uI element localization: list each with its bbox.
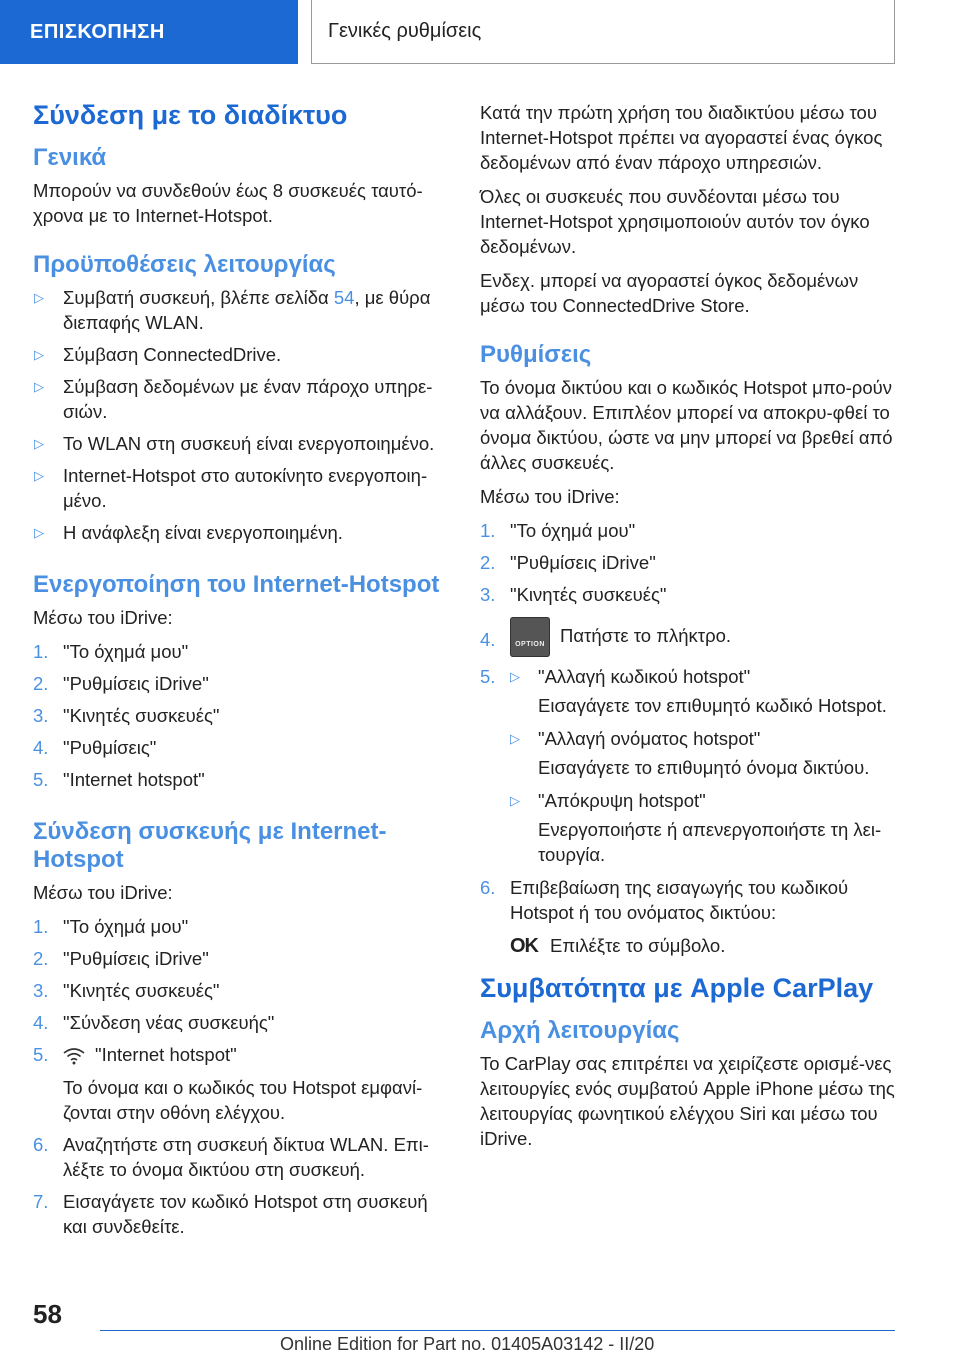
- heading-activate-hotspot: Ενεργοποίηση του Internet-Hotspot: [33, 571, 440, 598]
- page-number: 58: [33, 1299, 62, 1329]
- heading-principle: Αρχή λειτουργίας: [480, 1017, 680, 1044]
- ok-line: OK Επιλέξτε το σύμβολο.: [510, 935, 726, 957]
- list-item: 5. "Internet hotspot" Το όνομα και ο κωδικός του Hotspot εμφανί-ζονται στην οθόνη ελέγχου.: [33, 1042, 453, 1125]
- list-item: 1. "Το όχημά μου": [33, 641, 189, 662]
- sub-item: ▷ "Αλλαγή κωδικού hotspot": [510, 666, 751, 687]
- list-item: 2. "Ρυθμίσεις iDrive": [480, 552, 656, 573]
- heading-connect-device: Σύνδεση συσκευής με Internet-Hotspot: [33, 818, 387, 873]
- paragraph: Όλες οι συσκευές που συνδέονται μέσω του Internet-Hotspot χρησιμοποιούν αυτόν τον όγκο δεδομένων.: [480, 186, 870, 257]
- triangle-bullet-icon: ▷: [510, 669, 520, 684]
- sub-desc: Εισαγάγετε τον επιθυμητό κωδικό Hotspot.: [538, 695, 887, 716]
- section-title: ΕΠΙΣΚΟΠΗΣΗ: [30, 20, 165, 43]
- list-item: 1. "Το όχημά μου": [33, 916, 189, 937]
- paragraph: Κατά την πρώτη χρήση του διαδικτύου μέσω του Internet-Hotspot πρέπει να αγοραστεί ένας όγκος δεδομένων από έναν πάροχο υπηρεσιών.: [480, 102, 883, 173]
- triangle-bullet-icon: ▷: [34, 290, 44, 305]
- sub-item: ▷ "Απόκρυψη hotspot": [510, 790, 706, 811]
- heading-requirements: Προϋποθέσεις λειτουργίας: [33, 251, 336, 278]
- triangle-bullet-icon: ▷: [34, 436, 44, 451]
- list-item: ▷ Σύμβαση δεδομένων με έναν πάροχο υπηρε-σιών.: [34, 376, 433, 422]
- list-item: 4. "Σύνδεση νέας συσκευής": [33, 1012, 275, 1033]
- triangle-bullet-icon: ▷: [34, 468, 44, 483]
- list-item: 4. "Ρυθμίσεις": [33, 737, 157, 758]
- list-item: 5. "Internet hotspot": [33, 769, 205, 790]
- triangle-bullet-icon: ▷: [510, 731, 520, 746]
- option-button-icon: OPTION: [510, 617, 550, 657]
- chapter-tab[interactable]: [311, 0, 895, 64]
- paragraph: Ενδεχ. μπορεί να αγοραστεί όγκος δεδομένων μέσω του ConnectedDrive Store.: [480, 270, 859, 316]
- list-item: 5. ▷ "Αλλαγή κωδικού hotspot" Εισαγάγετε τον επιθυμητό κωδικό Hotspot. ▷ "Αλλαγή ονόματος hotspot" Εισαγάγετε το επιθυμητό όνομα δικτύου. ▷ "Απόκρυψη hotspot" Ενεργοποιήστε ή απενεργοποιήστε τη λει-τουργία.: [480, 664, 900, 867]
- connect-intro: Μέσω του iDrive:: [33, 882, 173, 903]
- list-item: 4. OPTION Πατήστε το πλήκτρο.: [480, 617, 900, 657]
- sub-desc: Ενεργοποιήστε ή απενεργοποιήστε τη λει-τουργία.: [538, 819, 882, 865]
- activate-steps: [33, 639, 453, 792]
- sub-item: ▷ "Αλλαγή ονόματος hotspot": [510, 728, 761, 749]
- page-link[interactable]: 54: [333, 287, 355, 308]
- triangle-bullet-icon: ▷: [34, 347, 44, 362]
- heading-general: Γενικά: [33, 144, 107, 171]
- triangle-bullet-icon: ▷: [34, 525, 44, 540]
- section-heading-internet: Σύνδεση με το διαδίκτυο: [33, 100, 348, 130]
- general-text: Μπορούν να συνδεθούν έως 8 συσκευές ταυτό-χρονα με το Internet-Hotspot.: [33, 180, 423, 226]
- list-item: 7. Εισαγάγετε τον κωδικό Hotspot στη συσκευή και συνδεθείτε.: [33, 1191, 428, 1237]
- list-item: 6. Αναζητήστε στη συσκευή δίκτυα WLAN. Επι-λέξτε το όνομα δικτύου στη συσκευή.: [33, 1134, 429, 1180]
- section-heading-carplay: Συμβατότητα με Apple CarPlay: [480, 973, 874, 1003]
- settings-intro: Μέσω του iDrive:: [480, 486, 620, 507]
- activate-intro: Μέσω του iDrive:: [33, 607, 173, 628]
- footer-edition: Online Edition for Part no. 01405A03142 - II/20: [280, 1334, 655, 1354]
- list-item: 3. "Κινητές συσκευές": [33, 705, 220, 726]
- list-item: ▷ Η ανάφλεξη είναι ενεργοποιημένη.: [34, 522, 343, 543]
- wifi-icon: [63, 1047, 85, 1065]
- list-item: ▷ Internet-Hotspot στο αυτοκίνητο ενεργοποιη-μένο.: [34, 465, 428, 511]
- list-item: 2. "Ρυθμίσεις iDrive": [33, 948, 209, 969]
- connect-steps: [33, 914, 453, 1239]
- list-item: ▷ Σύμβαση ConnectedDrive.: [34, 344, 282, 365]
- chapter-title: Γενικές ρυθμίσεις: [328, 20, 482, 42]
- list-item: 6. Επιβεβαίωση της εισαγωγής του κωδικού Hotspot ή του ονόματος δικτύου: OK Επιλέξτε το σύμβολο.: [480, 875, 900, 959]
- left-column: [33, 100, 453, 1251]
- triangle-bullet-icon: ▷: [34, 379, 44, 394]
- sub-desc: Εισαγάγετε το επιθυμητό όνομα δικτύου.: [538, 757, 870, 778]
- settings-steps: [480, 518, 900, 959]
- heading-settings: Ρυθμίσεις: [480, 341, 592, 368]
- list-item: 1. "Το όχημά μου": [480, 520, 636, 541]
- list-item: ▷ Συμβατή συσκευή, βλέπε σελίδα 54, με θύρα διεπαφής WLAN.: [34, 287, 431, 333]
- right-column: [480, 100, 900, 1160]
- list-item: 3. "Κινητές συσκευές": [33, 980, 220, 1001]
- section-tab[interactable]: [0, 0, 298, 64]
- triangle-bullet-icon: ▷: [510, 793, 520, 808]
- ok-icon: OK: [510, 935, 538, 957]
- list-item: ▷ Το WLAN στη συσκευή είναι ενεργοποιημένο.: [34, 433, 435, 454]
- principle-text: Το CarPlay σας επιτρέπει να χειρίζεστε ορισμέ-νες λειτουργίες ενός συμβατού Apple iPhone μέσω της λειτουργίας φωνητικού ελέγχου Siri και μέσω του iDrive.: [480, 1053, 895, 1149]
- settings-text: Το όνομα δικτύου και ο κωδικός Hotspot μπο-ρούν να αλλάξουν. Επιπλέον μπορεί να αποκρυ-φθεί το όνομα δικτύου, ώστε να μην μπορεί να βρεθεί από άλλες συσκευές.: [480, 377, 893, 473]
- list-item: 2. "Ρυθμίσεις iDrive": [33, 673, 209, 694]
- footer-divider: [100, 1330, 895, 1331]
- step-desc: Το όνομα και ο κωδικός του Hotspot εμφανί-ζονται στην οθόνη ελέγχου.: [63, 1077, 423, 1123]
- list-item: 3. "Κινητές συσκευές": [480, 584, 667, 605]
- requirements-list: [33, 285, 453, 545]
